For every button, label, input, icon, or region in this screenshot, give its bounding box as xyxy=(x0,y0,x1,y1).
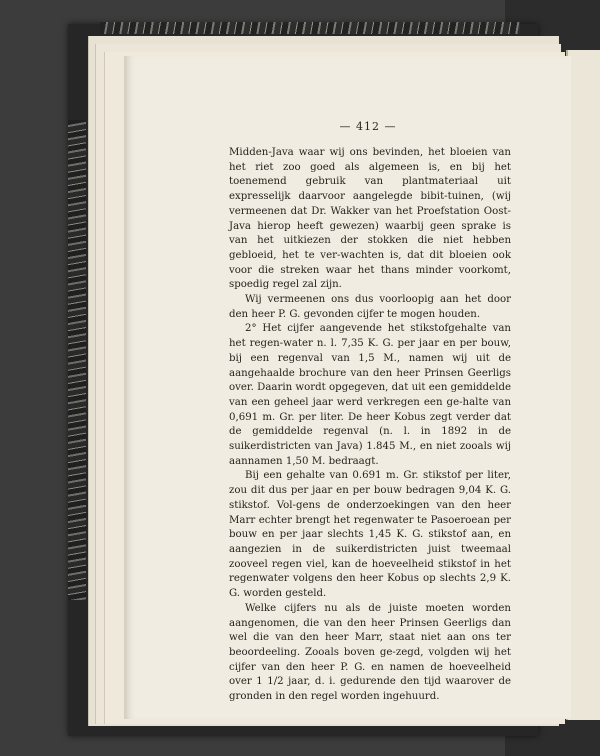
book-page xyxy=(124,56,571,719)
paragraph-2: Wij vermeenen ons dus voorloopig aan het door den heer P. G. gevonden cijfer te mogen houden. xyxy=(229,294,511,320)
facing-page-edge xyxy=(566,50,600,720)
paragraph-4: Bij een gehalte van 0.691 m. Gr. stikstof per liter, zou dit dus per jaar en per bouw bedragen 9,04 K. G. stikstof. Vol-gens de onderzoekingen van den heer Marr echter brengt het regenwater te Pasoeroean per bouw en per jaar slechts 1,45 K. G. stikstof aan, en aangezien in de suikerdistricten juist tweemaal zooveel regen viel, kan de hoeveelheid stikstof in het regenwater volgens den heer Kobus op slechts 2,9 K. G. worden gesteld. xyxy=(229,470,511,600)
paragraph-1: Midden-Java waar wij ons bevinden, het bloeien van het riet zoo goed als algemeen is, en bij het toenemend gebruik van plantmateriaal uit expresselijk daarvoor aangelegde bibit-tuinen, (wij vermeenen dat Dr. Wakker van het Proefstation Oost-Java hierop heeft gewezen) waarbij geen sprake is van het uitkiezen der stokken die niet hebben gebloeid, het te ver-wachten is, dat dit bloeien ook voor die streken waar het thans minder voorkomt, spoedig regel zal zijn. xyxy=(229,147,511,291)
page-body xyxy=(229,146,511,705)
marbled-edge-spine xyxy=(68,120,86,600)
paragraph-3: 2° Het cijfer aangevende het stikstofgehalte van het regen-water n. l. 7,35 K. G. per jaar en per bouw, bij een regenval van 1,5 M., namen wij uit de aangehaalde brochure van den heer Prinsen Geerligs over. Daarin wordt opgegeven, dat uit een gemiddelde van een geheel jaar werd verkregen een ge-halte van 0,691 m. Gr. per liter. De heer Kobus zegt verder dat de gemiddelde regenval (n. l. in 1892 in de suikerdistricten van Java) 1.845 M., en niet zooals wij aannamen 1,50 M. bedraagt. xyxy=(229,323,511,467)
paragraph-5: Welke cijfers nu als de juiste moeten worden aangenomen, die van den heer Prinsen Geerligs dan wel die van den heer Marr, staat niet aan ons ter beoordeeling. Zooals boven ge-zegd, volgden wij het cijfer van den heer P. G. en namen de hoeveelheid over 1 1/2 jaar, d. i. gedurende den tijd waarover de gronden in den regel worden ingehuurd. xyxy=(229,602,511,703)
page-number: — 412 — xyxy=(339,120,397,133)
marbled-edge-top xyxy=(100,22,520,34)
